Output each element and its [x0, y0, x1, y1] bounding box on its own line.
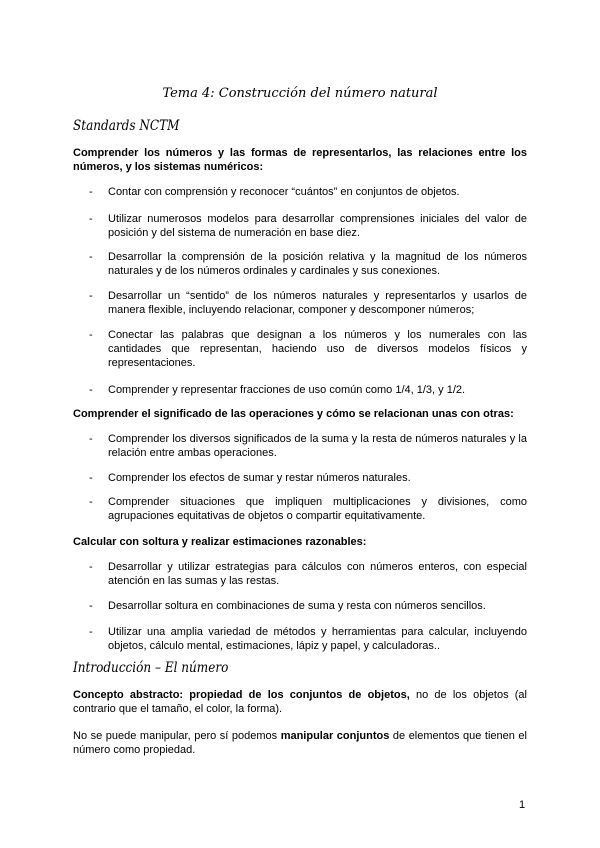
bullet-dash: - [89, 600, 93, 612]
paragraph-part-a: No se puede manipular, pero sí podemos [73, 730, 281, 742]
bullet-dash: - [89, 384, 93, 396]
bullet-dash: - [89, 626, 93, 638]
section-heading-introduction: Introducción – El número [73, 660, 229, 676]
paragraph-manipulation [73, 729, 527, 757]
bullet-dash: - [89, 290, 93, 302]
document-page: Tema 4: Construcción del número natural Standards NCTM Comprender los números y las formas de representarlos, las relaciones entre los números, y los sistemas numéricos: - Contar con comprensión y reconocer “cuántos” en conjuntos de objetos. - Utilizar numerosos modelos para desarrollar comprensiones iniciales del valor de posición y del sistema de numeración en base diez. - Desarrollar la comprensión de la posición relativa y la magnitud de los números naturales y de los números ordinales y cardinales y sus conexiones. - Desarrollar un “sentido” de los números naturales y representarlos y usarlos de manera flexible, incluyendo relacionar, componer y descomponer números; - Conectar las palabras que designan a los números y los numerales con las cantidades que representan, haciendo uso de diversos modelos físicos y representaciones. - Comprender y representar fracciones de uso común como 1/4, 1/3, y 1/2. Comprender el significado de las operaciones y cómo se relacionan unas con otras: - Comprender los diversos significados de la suma y la resta de números naturales y la relación entre ambas operaciones. - Comprender los efectos de sumar y restar números naturales. - Comprender situaciones que impliquen multiplicaciones y divisiones, como agrupaciones equitativas de objetos o compartir equitativamente. Calcular con soltura y realizar estimaciones razonables: - Desarrollar y utilizar estrategias para cálculos con números enteros, con especial atención en las sumas y las restas. - Desarrollar soltura en combinaciones de suma y resta con números sencillos. - Utilizar una amplia variedad de métodos y herramientas para calcular, incluyendo objetos, cálculo mental, estimaciones, lápiz y papel, y calculadoras.. Introducción – El número Concepto abstracto: propiedad de los conjuntos de objetos, no de los objetos (al contrario que el tamaño, el color, la forma). No se puede manipular, pero sí podemos manipular conjuntos de elementos que tienen el número como propiedad. 1 [0, 0, 600, 848]
bullet-dash: - [89, 186, 93, 198]
paragraph-bold-term: manipular conjuntos [280, 730, 390, 742]
bullet-dash: - [89, 496, 93, 508]
bullet-dash: - [89, 251, 93, 263]
section-heading-standards: Standards NCTM [73, 118, 180, 134]
document-title: Tema 4: Construcción del número natural [162, 86, 438, 101]
paragraph-rest: no de los objetos (al contrario que el tamaño, el color, la forma). [73, 689, 527, 715]
group-heading-operations: Comprender el significado de las operaciones y cómo se relacionan unas con otras: [73, 408, 514, 420]
paragraph-bold-lead: Concepto abstracto: propiedad de los conjuntos de objetos, [73, 689, 410, 701]
paragraph-part-b: de elementos que tienen el número como propiedad. [73, 730, 527, 756]
bullet-dash: - [89, 561, 93, 573]
bullet-dash: - [89, 213, 93, 225]
group-heading-numbers: Comprender los números y las formas de representarlos, las relaciones entre los números, y los sistemas numéricos: [73, 147, 527, 173]
group-heading-calculation: Calcular con soltura y realizar estimaciones razonables: [73, 536, 367, 548]
bullet-dash: - [89, 433, 93, 445]
paragraph-abstract-concept [73, 688, 527, 716]
page-number: 1 [519, 799, 526, 811]
bullet-dash: - [89, 329, 93, 341]
bullet-dash: - [89, 472, 93, 484]
